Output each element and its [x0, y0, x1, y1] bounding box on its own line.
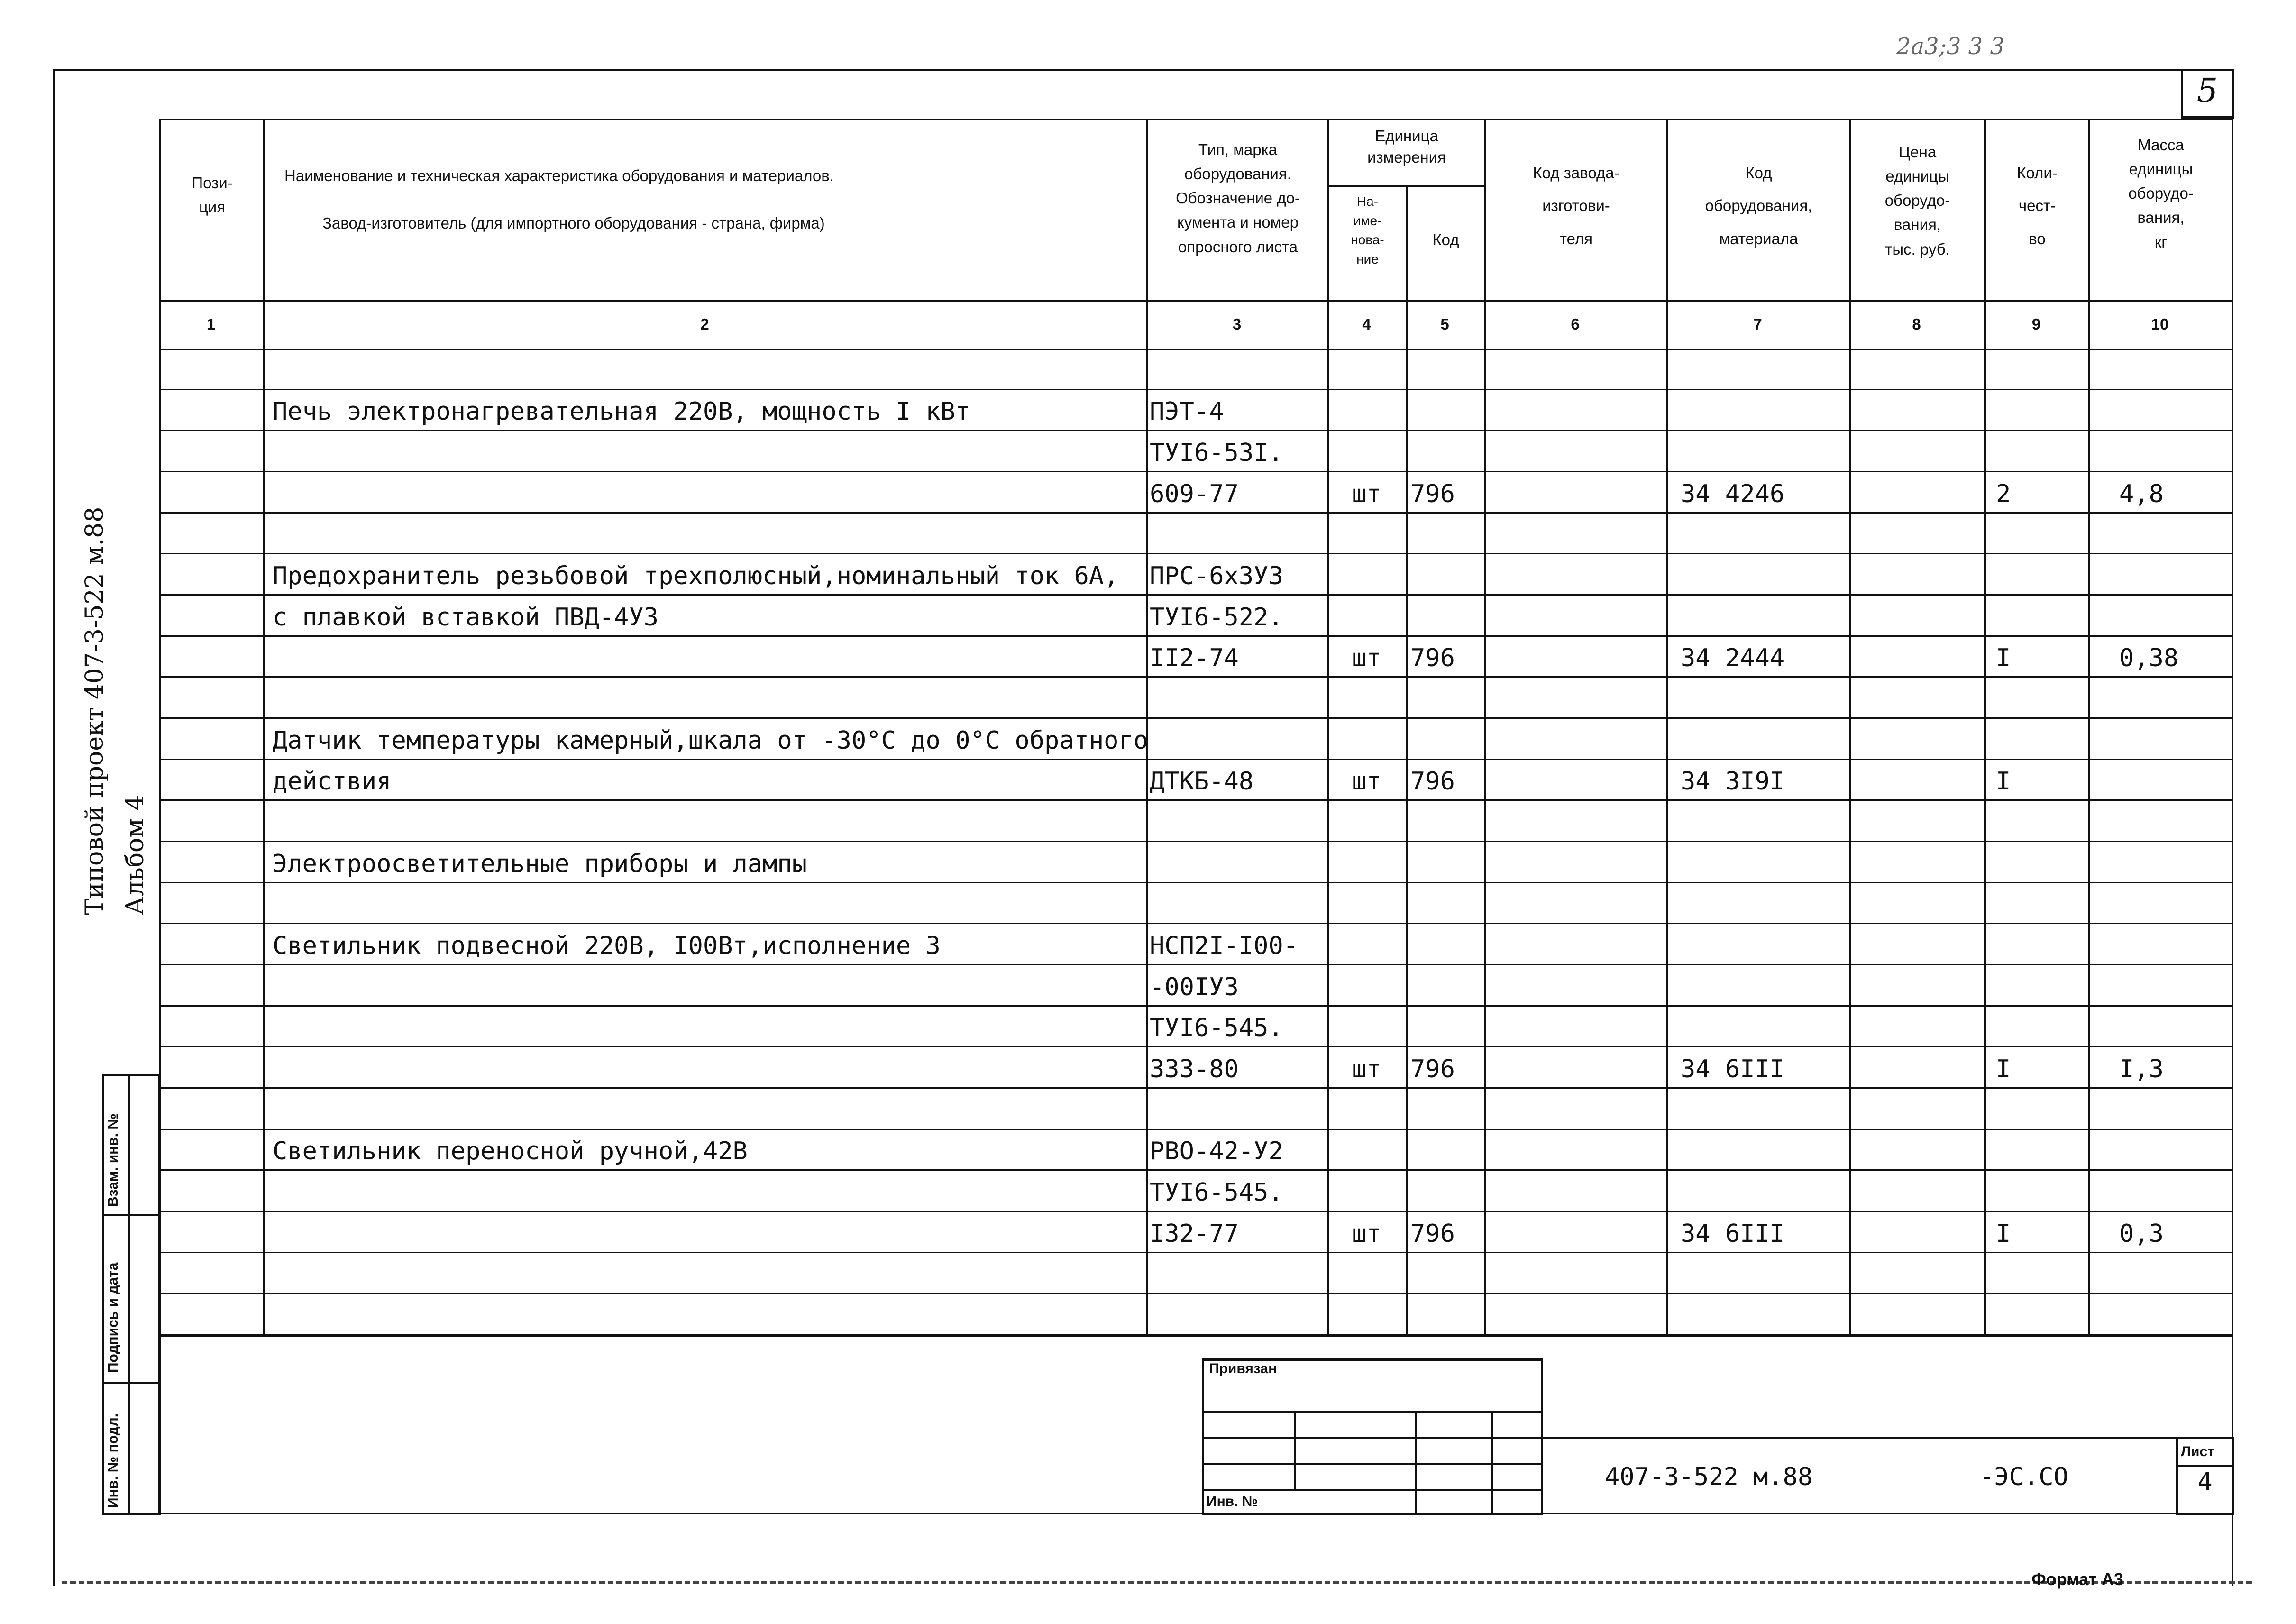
header-quantity: Коли- чест- во — [2017, 164, 2058, 248]
column-number-1: 1 — [206, 315, 216, 333]
header-equipment-code: Код оборудования, материала — [1705, 164, 1812, 248]
row-type: 609-77 — [1150, 480, 1239, 508]
inv-no-label: Инв. № — [1207, 1494, 1258, 1509]
header-type: Тип, марка оборудования. Обозначение до- кумента и номер опросного листа — [1176, 141, 1300, 256]
row-type: РВО-42-У2 — [1150, 1137, 1283, 1165]
frame-bottom — [159, 1513, 2232, 1514]
row-unit: шт — [1352, 480, 1381, 508]
row-mass: 0,38 — [2119, 644, 2179, 672]
row-mass: 4,8 — [2119, 480, 2164, 508]
row-line — [159, 882, 2232, 883]
row-quantity: 2 — [1996, 480, 2011, 508]
doc-suffix: -ЭС.СО — [1979, 1463, 2068, 1491]
left-stamp-line-1 — [102, 1214, 161, 1216]
list-label: Лист — [2181, 1444, 2214, 1459]
col-line-8 — [1849, 119, 1851, 1335]
row-type: ТУI6-545. — [1150, 1178, 1283, 1207]
row-line — [159, 512, 2232, 514]
list-box-divider — [2176, 1465, 2234, 1467]
bottom-trim-line — [62, 1581, 2252, 1584]
top-stamp: 2a3;3 3 3 — [1896, 33, 2004, 60]
frame-left — [53, 69, 55, 1586]
row-type: I32-77 — [1150, 1220, 1239, 1248]
list-number: 4 — [2197, 1468, 2213, 1496]
row-quantity: I — [1996, 1055, 2011, 1083]
col-line-4 — [1327, 119, 1329, 1335]
header-unit-group: Единица измерения — [1367, 127, 1446, 166]
row-name: Предохранитель резьбовой трехполюсный,номинальный ток 6А, — [273, 562, 1119, 590]
row-line — [159, 1293, 2232, 1294]
column-number-4: 4 — [1362, 315, 1371, 333]
header-position: Пози- ция — [192, 174, 233, 216]
row-mass: 0,3 — [2119, 1220, 2164, 1248]
row-mass: I,3 — [2119, 1055, 2164, 1083]
row-type: ТУI6-545. — [1150, 1014, 1283, 1042]
row-name: Светильник подвесной 220В, I00Вт,исполнение 3 — [273, 932, 941, 960]
row-type: НСП2I-I00- — [1150, 932, 1299, 960]
row-material-code: 34 6III — [1681, 1220, 1785, 1248]
column-number-3: 3 — [1232, 315, 1242, 333]
column-number-6: 6 — [1571, 315, 1580, 333]
row-line — [159, 841, 2232, 842]
row-material-code: 34 4246 — [1681, 480, 1785, 508]
stamp-signature-date: Подпись и дата — [105, 1262, 121, 1373]
row-line — [159, 389, 2232, 390]
header-name-line2: Завод-изготовитель (для импортного оборудования - страна, фирма) — [322, 214, 825, 232]
colnum-bottom-border — [159, 349, 2232, 350]
header-unit-code: Код — [1432, 231, 1459, 248]
tb-vline-3 — [1491, 1411, 1493, 1515]
left-stamp-line-2 — [102, 1382, 161, 1384]
row-type: II2-74 — [1150, 644, 1239, 672]
row-unit-code: 796 — [1410, 1055, 1455, 1083]
row-name: с плавкой вставкой ПВД-4У3 — [273, 603, 659, 632]
row-type: -00IУ3 — [1150, 973, 1239, 1001]
row-material-code: 34 3I9I — [1681, 767, 1785, 796]
col-line-6 — [1484, 119, 1486, 1335]
frame-top — [53, 69, 2234, 71]
header-unit-name: На- име- нова- ние — [1351, 194, 1384, 266]
doc-code-top-line — [1543, 1437, 2232, 1439]
row-line — [159, 1129, 2232, 1130]
row-material-code: 34 6III — [1681, 1055, 1785, 1083]
sheet-number: 5 — [2196, 71, 2218, 110]
col-line-2 — [263, 119, 265, 1335]
row-line — [159, 1334, 2232, 1335]
row-unit: шт — [1352, 644, 1381, 672]
row-quantity: I — [1996, 767, 2011, 796]
frame-right — [2232, 69, 2233, 1586]
row-line — [159, 553, 2232, 554]
row-unit: шт — [1352, 1055, 1381, 1083]
row-line — [159, 635, 2232, 637]
header-bottom-border — [159, 300, 2232, 302]
row-line — [159, 1005, 2232, 1007]
header-name-line1: Наименование и техническая характеристика оборудования и материалов. — [284, 167, 834, 184]
row-quantity: I — [1996, 1220, 2011, 1248]
row-unit: шт — [1352, 1220, 1381, 1248]
column-number-10: 10 — [2151, 315, 2169, 333]
doc-code: 407-3-522 м.88 — [1605, 1463, 1813, 1491]
row-material-code: 34 2444 — [1681, 644, 1785, 672]
column-number-5: 5 — [1440, 315, 1449, 333]
row-unit-code: 796 — [1410, 480, 1455, 508]
row-type: ДТКБ-48 — [1150, 767, 1254, 796]
col-line-7 — [1666, 119, 1668, 1335]
row-name: действия — [273, 767, 392, 796]
side-album-label: Альбом 4 — [121, 795, 149, 915]
header-mass: Масса единицы оборудо- вания, кг — [2128, 136, 2194, 251]
column-number-7: 7 — [1753, 315, 1762, 333]
row-quantity: I — [1996, 644, 2011, 672]
row-type: ТУI6-53I. — [1150, 439, 1283, 467]
tb-vline-2 — [1415, 1411, 1417, 1515]
row-line — [159, 594, 2232, 596]
column-number-2: 2 — [700, 315, 709, 333]
row-line — [159, 759, 2232, 760]
col-line-10 — [2088, 119, 2090, 1335]
side-project-label: Типовой проект 407-3-522 м.88 — [81, 506, 109, 915]
row-line — [159, 923, 2232, 924]
row-type: ПРС-6х3У3 — [1150, 562, 1283, 590]
row-unit: шт — [1352, 767, 1381, 796]
row-line — [159, 1252, 2232, 1253]
row-line — [159, 1169, 2232, 1171]
header-factory-code: Код завода- изготови- теля — [1533, 164, 1619, 248]
row-line — [159, 1211, 2232, 1212]
row-name: Датчик температуры камерный,шкала от -30°C до 0°C обратного — [273, 726, 1149, 755]
column-number-9: 9 — [2031, 315, 2041, 333]
col-line-9 — [1984, 119, 1986, 1335]
table-top-border — [159, 119, 2232, 120]
row-line — [159, 1087, 2232, 1089]
row-unit-code: 796 — [1410, 767, 1455, 796]
privyazan-label: Привязан — [1209, 1361, 1277, 1376]
left-stamp-divider — [128, 1074, 130, 1515]
row-line — [159, 676, 2232, 678]
stamp-inv-podl: Инв. № подл. — [105, 1413, 121, 1508]
column-number-8: 8 — [1912, 315, 1921, 333]
row-type: ПЭТ-4 — [1150, 397, 1224, 426]
row-line — [159, 799, 2232, 801]
header-price: Цена единицы оборудо- вания, тыс. руб. — [1884, 143, 1950, 258]
format-label: Формат А3 — [2031, 1569, 2124, 1589]
row-unit-code: 796 — [1410, 1220, 1455, 1248]
row-name: Светильник переносной ручной,42В — [273, 1137, 748, 1165]
row-name: Печь электронагревательная 220В, мощность I кВт — [273, 397, 970, 426]
row-line — [159, 430, 2232, 431]
row-unit-code: 796 — [1410, 644, 1455, 672]
stamp-vzam-inv: Взам. инв. № — [105, 1113, 121, 1207]
row-name: Электроосветительные приборы и лампы — [273, 850, 807, 878]
row-line — [159, 964, 2232, 965]
row-line — [159, 717, 2232, 719]
row-type: 333-80 — [1150, 1055, 1239, 1083]
tb-vline-1 — [1294, 1411, 1296, 1489]
row-line — [159, 471, 2232, 472]
row-line — [159, 1046, 2232, 1047]
row-type: ТУI6-522. — [1150, 603, 1283, 632]
